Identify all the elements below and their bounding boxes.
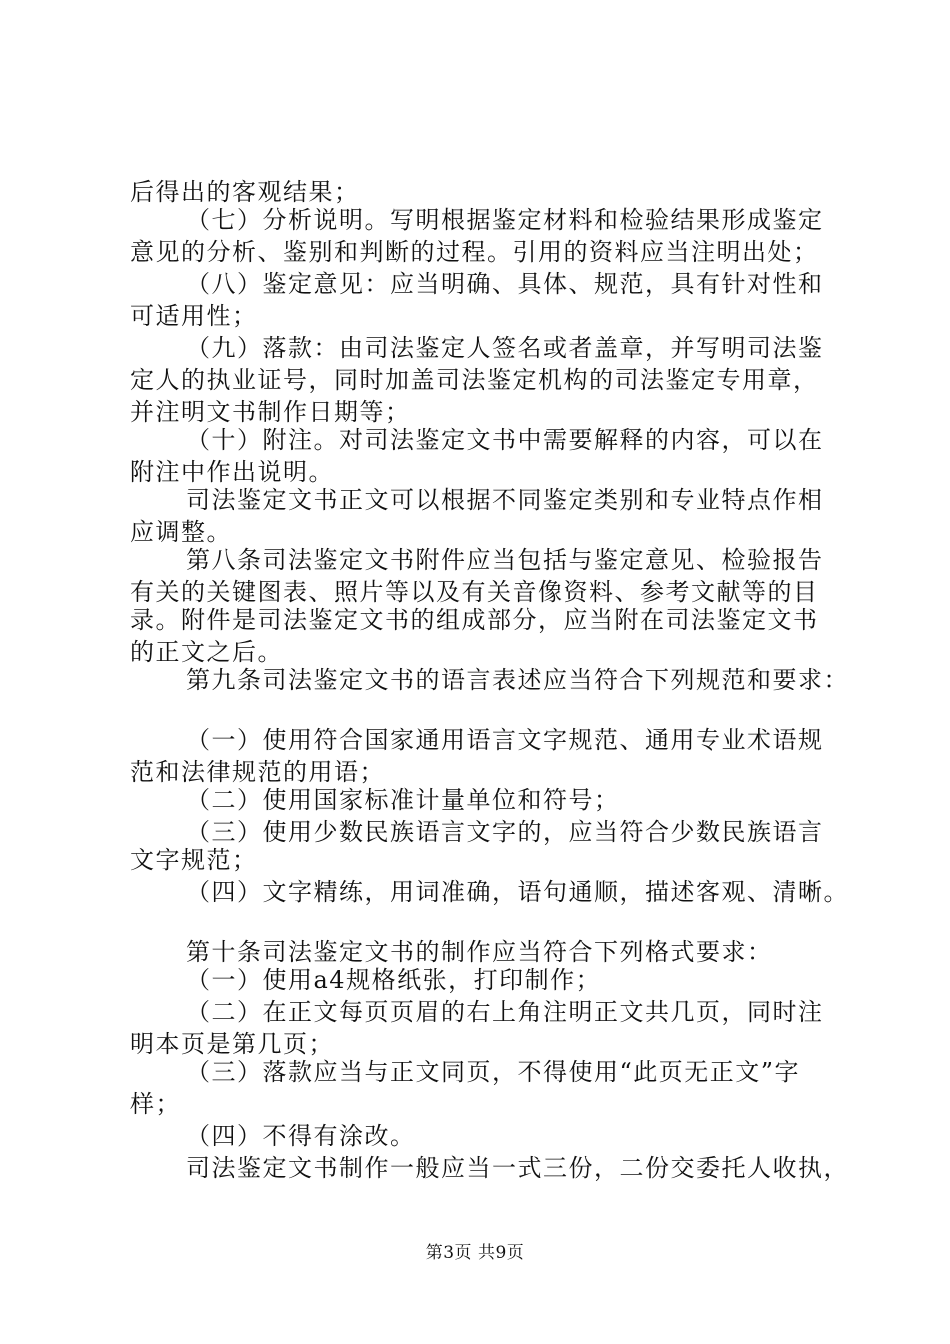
- text-line: 定人的执业证号，同时加盖司法鉴定机构的司法鉴定专用章，: [130, 366, 819, 394]
- text-line: （九）落款：由司法鉴定人签名或者盖章，并写明司法鉴: [186, 334, 824, 362]
- text-line: 附注中作出说明。: [130, 458, 334, 486]
- text-line: 范和法律规范的用语；: [130, 758, 385, 786]
- text-line: 并注明文书制作日期等；: [130, 398, 411, 426]
- text-line: 意见的分析、鉴别和判断的过程。引用的资料应当注明出处；: [130, 238, 819, 266]
- text-line: （一）使用a4规格纸张，打印制作；: [186, 966, 602, 994]
- text-line: 有关的关键图表、照片等以及有关音像资料、参考文献等的目: [130, 578, 819, 606]
- text-line: 明本页是第几页；: [130, 1030, 334, 1058]
- text-line: 司法鉴定文书正文可以根据不同鉴定类别和专业特点作相: [186, 486, 824, 514]
- text-line: （四）不得有涂改。: [186, 1122, 416, 1150]
- text-line: 司法鉴定文书制作一般应当一式三份，二份交委托人收执，: [186, 1154, 849, 1182]
- text-line: 的正文之后。: [130, 638, 283, 666]
- text-line: 样；: [130, 1090, 181, 1118]
- text-line: （十）附注。对司法鉴定文书中需要解释的内容，可以在: [186, 426, 824, 454]
- text-line: （八）鉴定意见：应当明确、具体、规范，具有针对性和: [186, 270, 824, 298]
- text-line: 可适用性；: [130, 302, 258, 330]
- text-line: （二）使用国家标准计量单位和符号；: [186, 786, 620, 814]
- text-line: （三）落款应当与正文同页，不得使用“此页无正文”字: [186, 1058, 801, 1086]
- text-line: 应调整。: [130, 518, 232, 546]
- text-line: （二）在正文每页页眉的右上角注明正文共几页，同时注: [186, 998, 824, 1026]
- text-line: （三）使用少数民族语言文字的，应当符合少数民族语言: [186, 818, 824, 846]
- text-line: 文字规范；: [130, 846, 258, 874]
- text-line: 第九条司法鉴定文书的语言表述应当符合下列规范和要求：: [186, 666, 849, 694]
- text-line: （四）文字精练，用词准确，语句通顺，描述客观、清晰。: [186, 878, 849, 906]
- text-line: （七）分析说明。写明根据鉴定材料和检验结果形成鉴定: [186, 206, 824, 234]
- text-line: 后得出的客观结果；: [130, 178, 360, 206]
- text-line: 第八条司法鉴定文书附件应当包括与鉴定意见、检验报告: [186, 546, 824, 574]
- text-line: 录。附件是司法鉴定文书的组成部分，应当附在司法鉴定文书: [130, 606, 819, 634]
- text-line: （一）使用符合国家通用语言文字规范、通用专业术语规: [186, 726, 824, 754]
- page-number-footer: 第3页 共9页: [425, 1243, 525, 1263]
- text-line: 第十条司法鉴定文书的制作应当符合下列格式要求：: [186, 938, 773, 966]
